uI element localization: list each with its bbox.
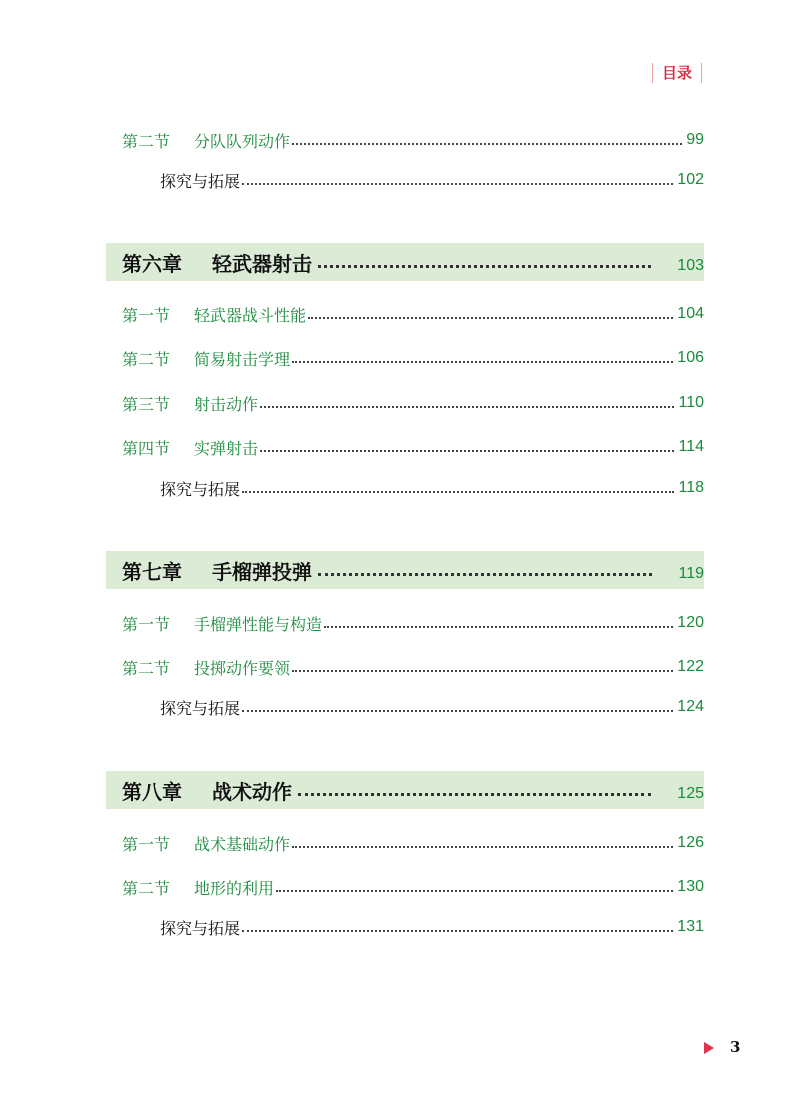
dot-leader (292, 846, 673, 848)
toc-chapter-entry[interactable] (106, 551, 704, 589)
page-number: 126 (677, 834, 704, 851)
section-title: 轻武器战斗性能 (194, 305, 307, 325)
section-number: 第四节 (122, 438, 171, 458)
dot-leader (260, 406, 674, 408)
chapter-title: 战术动作 (212, 779, 292, 804)
explore-title: 探究与拓展 (160, 171, 241, 191)
page-number: 110 (678, 394, 704, 411)
toc-section-entry[interactable] (0, 434, 800, 460)
dot-leader (276, 890, 673, 892)
footer-page-number: 3 (730, 1038, 741, 1056)
dot-leader (292, 361, 673, 363)
dot-leader (260, 450, 674, 452)
section-number: 第二节 (122, 878, 171, 898)
dot-leader (298, 793, 651, 796)
toc-section-entry[interactable] (0, 830, 800, 856)
page-number: 103 (677, 257, 704, 274)
dot-leader (292, 670, 673, 672)
toc-section-entry[interactable] (0, 127, 800, 153)
section-title: 地形的利用 (194, 878, 275, 898)
toc-section-entry[interactable] (0, 345, 800, 371)
toc-section-entry[interactable] (0, 390, 800, 416)
section-title: 射击动作 (194, 394, 259, 414)
section-title: 简易射击学理 (194, 349, 291, 369)
page-number: 118 (678, 479, 704, 496)
section-number: 第一节 (122, 614, 171, 634)
page-number: 106 (677, 349, 704, 366)
toc-explore-entry[interactable] (0, 475, 800, 501)
dot-leader (242, 491, 674, 493)
page-number: 130 (677, 878, 704, 895)
toc-explore-entry[interactable] (0, 167, 800, 193)
section-number: 第二节 (122, 131, 171, 151)
page-number: 125 (677, 785, 704, 802)
page-number: 120 (677, 614, 704, 631)
toc-explore-entry[interactable] (0, 694, 800, 720)
chapter-number: 第六章 (122, 251, 182, 276)
dot-leader (242, 183, 673, 185)
toc-section-entry[interactable] (0, 654, 800, 680)
toc-section-entry[interactable] (0, 301, 800, 327)
page-number: 131 (677, 918, 704, 935)
section-number: 第一节 (122, 834, 171, 854)
explore-title: 探究与拓展 (160, 479, 241, 499)
section-title: 投掷动作要领 (194, 658, 291, 678)
dot-leader (292, 143, 682, 145)
chapter-number: 第七章 (122, 559, 182, 584)
explore-title: 探究与拓展 (160, 698, 241, 718)
toc-chapter-entry[interactable] (106, 771, 704, 809)
page-number: 102 (677, 171, 704, 188)
page-number: 124 (677, 698, 704, 715)
section-number: 第二节 (122, 349, 171, 369)
dot-leader (324, 626, 673, 628)
play-arrow-icon (704, 1042, 714, 1054)
section-tag (652, 62, 702, 84)
toc-explore-entry[interactable] (0, 914, 800, 940)
page-number: 114 (678, 438, 704, 455)
chapter-title: 手榴弹投弹 (212, 559, 312, 584)
section-number: 第二节 (122, 658, 171, 678)
dot-leader (318, 573, 652, 576)
explore-title: 探究与拓展 (160, 918, 241, 938)
section-tag-label: 目录 (662, 64, 693, 82)
dot-leader (242, 710, 673, 712)
section-title: 战术基础动作 (194, 834, 291, 854)
toc-section-entry[interactable] (0, 610, 800, 636)
page-number: 119 (678, 565, 704, 582)
chapter-number: 第八章 (122, 779, 182, 804)
page-number: 99 (686, 131, 704, 148)
divider (701, 63, 702, 83)
section-title: 实弹射击 (194, 438, 259, 458)
toc-section-entry[interactable] (0, 874, 800, 900)
dot-leader (308, 317, 673, 319)
dot-leader (318, 265, 651, 268)
section-title: 手榴弹性能与构造 (194, 614, 323, 634)
page-number: 104 (677, 305, 704, 322)
toc-chapter-entry[interactable] (106, 243, 704, 281)
page-number: 122 (677, 658, 704, 675)
section-number: 第三节 (122, 394, 171, 414)
section-number: 第一节 (122, 305, 171, 325)
dot-leader (242, 930, 673, 932)
chapter-title: 轻武器射击 (212, 251, 312, 276)
section-title: 分队队列动作 (194, 131, 291, 151)
